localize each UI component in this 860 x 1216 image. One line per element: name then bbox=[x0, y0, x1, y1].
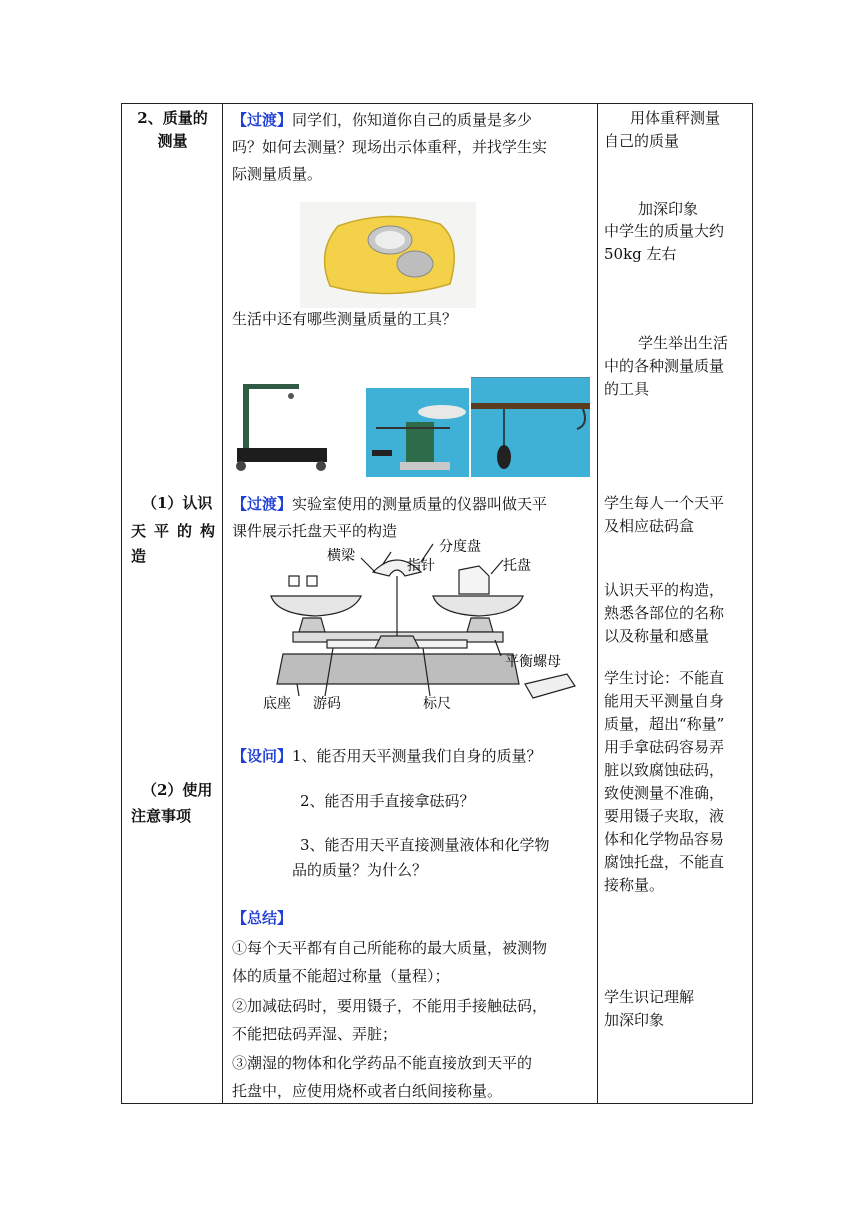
platform-scale-image bbox=[229, 374, 335, 474]
bathroom-scale-image bbox=[300, 202, 476, 308]
activity6-line2: 能用天平测量自身 bbox=[604, 692, 725, 710]
activity5-line2: 熟悉各部位的名称 bbox=[604, 604, 725, 622]
activity5-line3: 以及称量和感量 bbox=[604, 627, 710, 645]
activity2-line2: 中学生的质量大约 bbox=[604, 222, 725, 240]
topic-column bbox=[122, 104, 223, 1103]
label-beam: 横梁 bbox=[327, 548, 355, 564]
summary3-line2: 托盘中，应使用烧杯或者白纸间接称量。 bbox=[232, 1082, 503, 1100]
activity1-line2: 自己的质量 bbox=[604, 132, 680, 150]
subtopic2-line2: 注意事项 bbox=[131, 807, 192, 825]
question-tag: 【设问】 bbox=[232, 747, 293, 765]
question3-line1: 3、能否用天平直接测量液体和化学物 bbox=[300, 836, 550, 854]
activity5-line1: 认识天平的构造， bbox=[604, 581, 725, 599]
activity6-line3: 质量，超出“称量” bbox=[604, 715, 725, 733]
transition1-line1 bbox=[232, 109, 532, 132]
question1-line bbox=[232, 745, 542, 768]
activity6-line1: 学生讨论：不能直 bbox=[604, 669, 725, 687]
subtopic1-line2: 天 平 的 构 bbox=[131, 522, 215, 540]
activity6-line7: 要用镊子夹取，液 bbox=[604, 807, 725, 825]
label-tray: 托盘 bbox=[503, 558, 531, 574]
label-scale-plate: 分度盘 bbox=[439, 539, 481, 555]
label-balance-nut: 平衡螺母 bbox=[505, 654, 561, 670]
question1-text: 1、能否用天平测量我们自身的质量？ bbox=[292, 747, 542, 765]
transition1-text: 同学们，你知道你自己的质量是多少 bbox=[292, 111, 533, 129]
question2: 2、能否用手直接拿砝码？ bbox=[300, 792, 475, 810]
summary3-line1: ③潮湿的物体和化学药品不能直接放到天平的 bbox=[232, 1054, 533, 1072]
activity3-line1: 学生举出生活 bbox=[638, 334, 729, 352]
label-rider: 游码 bbox=[313, 696, 341, 712]
steelyard-image bbox=[471, 377, 590, 477]
summary2-line1: ②加减砝码时，要用镊子，不能用手接触砝码， bbox=[232, 997, 548, 1015]
activity6-line9: 腐蚀托盘，不能直 bbox=[604, 853, 725, 871]
transition2-text: 实验室使用的测量质量的仪器叫做天平 bbox=[292, 495, 548, 513]
activity6-line4: 用手拿砝码容易弄 bbox=[604, 738, 725, 756]
student-activity-column bbox=[598, 104, 753, 1103]
activity6-line10: 接称量。 bbox=[604, 876, 665, 894]
lab-balance-image bbox=[366, 388, 469, 477]
subtopic1-line3: 造 bbox=[131, 547, 147, 565]
label-pointer: 指针 bbox=[407, 558, 435, 574]
transition2-line2: 课件展示托盘天平的构造 bbox=[232, 522, 398, 540]
subtopic2-line1: （2）使用 bbox=[142, 781, 213, 799]
label-base: 底座 bbox=[263, 696, 291, 712]
summary1-line1: ①每个天平都有自己所能称的最大质量，被测物 bbox=[232, 939, 548, 957]
activity2-line1: 加深印象 bbox=[638, 200, 699, 218]
summary1-line2: 体的质量不能超过称量（量程）； bbox=[232, 967, 450, 985]
activity6-line6: 致使测量不准确， bbox=[604, 784, 725, 802]
summary2-line2: 不能把砝码弄湿、弄脏； bbox=[232, 1025, 398, 1043]
teacher-activity-column bbox=[223, 104, 598, 1103]
balance-diagram bbox=[263, 536, 593, 726]
activity7-line1: 学生识记理解 bbox=[604, 988, 695, 1006]
activity4-line2: 及相应砝码盒 bbox=[604, 517, 695, 535]
transition1-line2: 吗？如何去测量？现场出示体重秤，并找学生实 bbox=[232, 138, 548, 156]
activity3-line3: 的工具 bbox=[604, 380, 650, 398]
transition1-line3: 际测量质量。 bbox=[232, 165, 323, 183]
activity7-line2: 加深印象 bbox=[604, 1011, 665, 1029]
activity2-line3: 50kg 左右 bbox=[604, 245, 677, 263]
activity4-line1: 学生每人一个天平 bbox=[604, 494, 725, 512]
activity3-line2: 中的各种测量质量 bbox=[604, 357, 725, 375]
lesson-table bbox=[121, 103, 753, 1104]
activity6-line8: 体和化学物品容易 bbox=[604, 830, 725, 848]
section-title-line2: 测量 bbox=[157, 132, 188, 150]
transition2-tag: 【过渡】 bbox=[232, 495, 293, 513]
question3-line2: 品的质量？为什么？ bbox=[292, 861, 428, 879]
section-title-line1: 2、质量的 bbox=[137, 109, 208, 127]
label-ruler: 标尺 bbox=[423, 696, 451, 712]
activity1-line1: 用体重秤测量 bbox=[630, 109, 721, 127]
transition1-tag: 【过渡】 bbox=[232, 111, 293, 129]
summary-tag: 【总结】 bbox=[232, 909, 293, 927]
activity6-line5: 脏以致腐蚀砝码， bbox=[604, 761, 725, 779]
subtopic1-line1: （1）认识 bbox=[142, 494, 213, 512]
transition2-line1 bbox=[232, 493, 547, 516]
tools-question: 生活中还有哪些测量质量的工具？ bbox=[232, 310, 458, 328]
